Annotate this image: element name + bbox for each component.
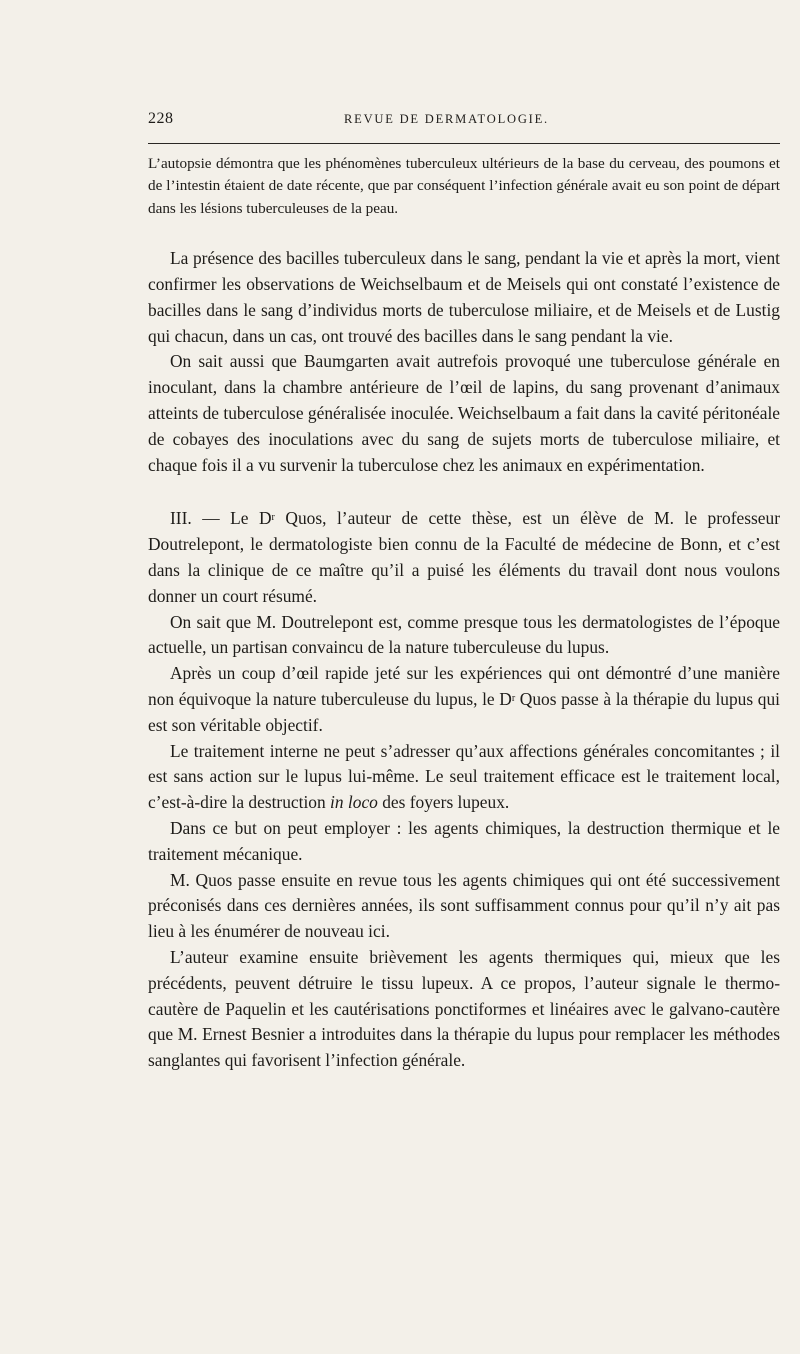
- main-column: [148, 246, 780, 1074]
- header-rule: [148, 143, 780, 144]
- paragraph-doutrelepont: On sait que M. Doutrelepont est, comme presque tous les dermatologistes de l’époque actuelle, un partisan convaincu de la nature tuberculeuse du lupus.: [148, 611, 780, 658]
- section-iii-text-a: III. — Le D: [170, 508, 272, 529]
- paragraph-section-iii: [148, 506, 780, 609]
- page-header: [148, 110, 780, 132]
- therapy-text-a: Après un coup d’œil rapide jeté sur les expériences qui ont démontré d’une manière non équivoque la nature tuberculeuse du lupus, le D: [148, 663, 780, 709]
- paragraph-traitement: [148, 739, 780, 816]
- section-gap: [148, 220, 780, 246]
- section-iii-text-b: Quos, l’auteur de cette thèse, est un élève de M. le professeur Doutrelepont, le dermatologiste bien connu de la Faculté de médecine de Bonn, et c’est dans la clinique de ce maître qu’il a puisé les éléments du travail dont nous voulons donner un court résumé.: [148, 508, 780, 606]
- paragraph-therapy: [148, 661, 780, 738]
- doctor-superscript: r: [511, 692, 516, 704]
- paragraph-baumgarten: On sait aussi que Baumgarten avait autrefois provoqué une tuberculose générale en inoculant, dans la chambre antérieure de l’œil de lapins, du sang provenant d’animaux atteints de tuberculose généralisée inoculée. Weichselbaum a fait dans la cavité péritonéale de cobayes des inoculations avec du sang de sujets morts de tuberculose miliaire, et chaque fois il a vu survenir la tuberculose chez les animaux en expérimentation.: [148, 351, 780, 475]
- paragraph-chemical-agents: M. Quos passe ensuite en revue tous les agents chimiques qui ont été successivement préconisés dans ces dernières années, ils sont suffisamment connus pour qu’il n’y ait pas lieu à les énumérer de nouveau ici.: [148, 869, 780, 942]
- doctor-superscript: r: [271, 512, 275, 524]
- section-gap: [148, 478, 780, 506]
- in-loco-italic: in loco: [330, 792, 378, 813]
- therapy-text-b: Quos passe à la thérapie du lupus qui est son véritable objectif.: [148, 688, 780, 735]
- paragraph-thermal-agents: L’auteur examine ensuite brièvement les agents thermiques qui, mieux que les précédents, peuvent détruire le tissu lupeux. A ce propos, l’auteur signale le thermo-cautère de Paquelin et les cautérisations ponctiformes et linéaires avec le galvano-cautère que M. Ernest Besnier a introduites dans la thérapie du lupus pour remplacer les méthodes sanglantes qui favorisent l’infection générale.: [148, 946, 780, 1071]
- traitement-text-b: des foyers lupeux.: [377, 792, 510, 813]
- traitement-text-a: Le traitement interne ne peut s’adresser qu’aux affections générales concomitantes ; il est sans action sur le lupus lui-même. Le seul traitement efficace est le traitement local, c’est-à-dire la destruction: [148, 740, 780, 813]
- page-number: 228: [148, 110, 174, 127]
- paragraph-autopsy: L’autopsie démontra que les phénomènes tuberculeux ultérieurs de la base du cerveau, des poumons et de l’intestin étaient de date récente, que par conséquent l’infection générale avait eu son point de départ dans les lésions tuberculeuses de la peau.: [148, 155, 780, 217]
- running-title: REVUE DE DERMATOLOGIE.: [344, 112, 549, 126]
- paragraph-methods: Dans ce but on peut employer : les agents chimiques, la destruction thermique et le traitement mécanique.: [148, 817, 780, 864]
- body-text: [148, 153, 780, 1074]
- paragraph-bacilli: La présence des bacilles tuberculeux dans le sang, pendant la vie et après la mort, vient confirmer les observations de Weichselbaum et de Meisels qui ont constaté l’existence de bacilles dans le sang d’individus morts de tuberculose miliaire, et de Meisels et de Lustig qui chacun, dans un cas, ont trouvé des bacilles dans le sang pendant la vie.: [148, 248, 780, 346]
